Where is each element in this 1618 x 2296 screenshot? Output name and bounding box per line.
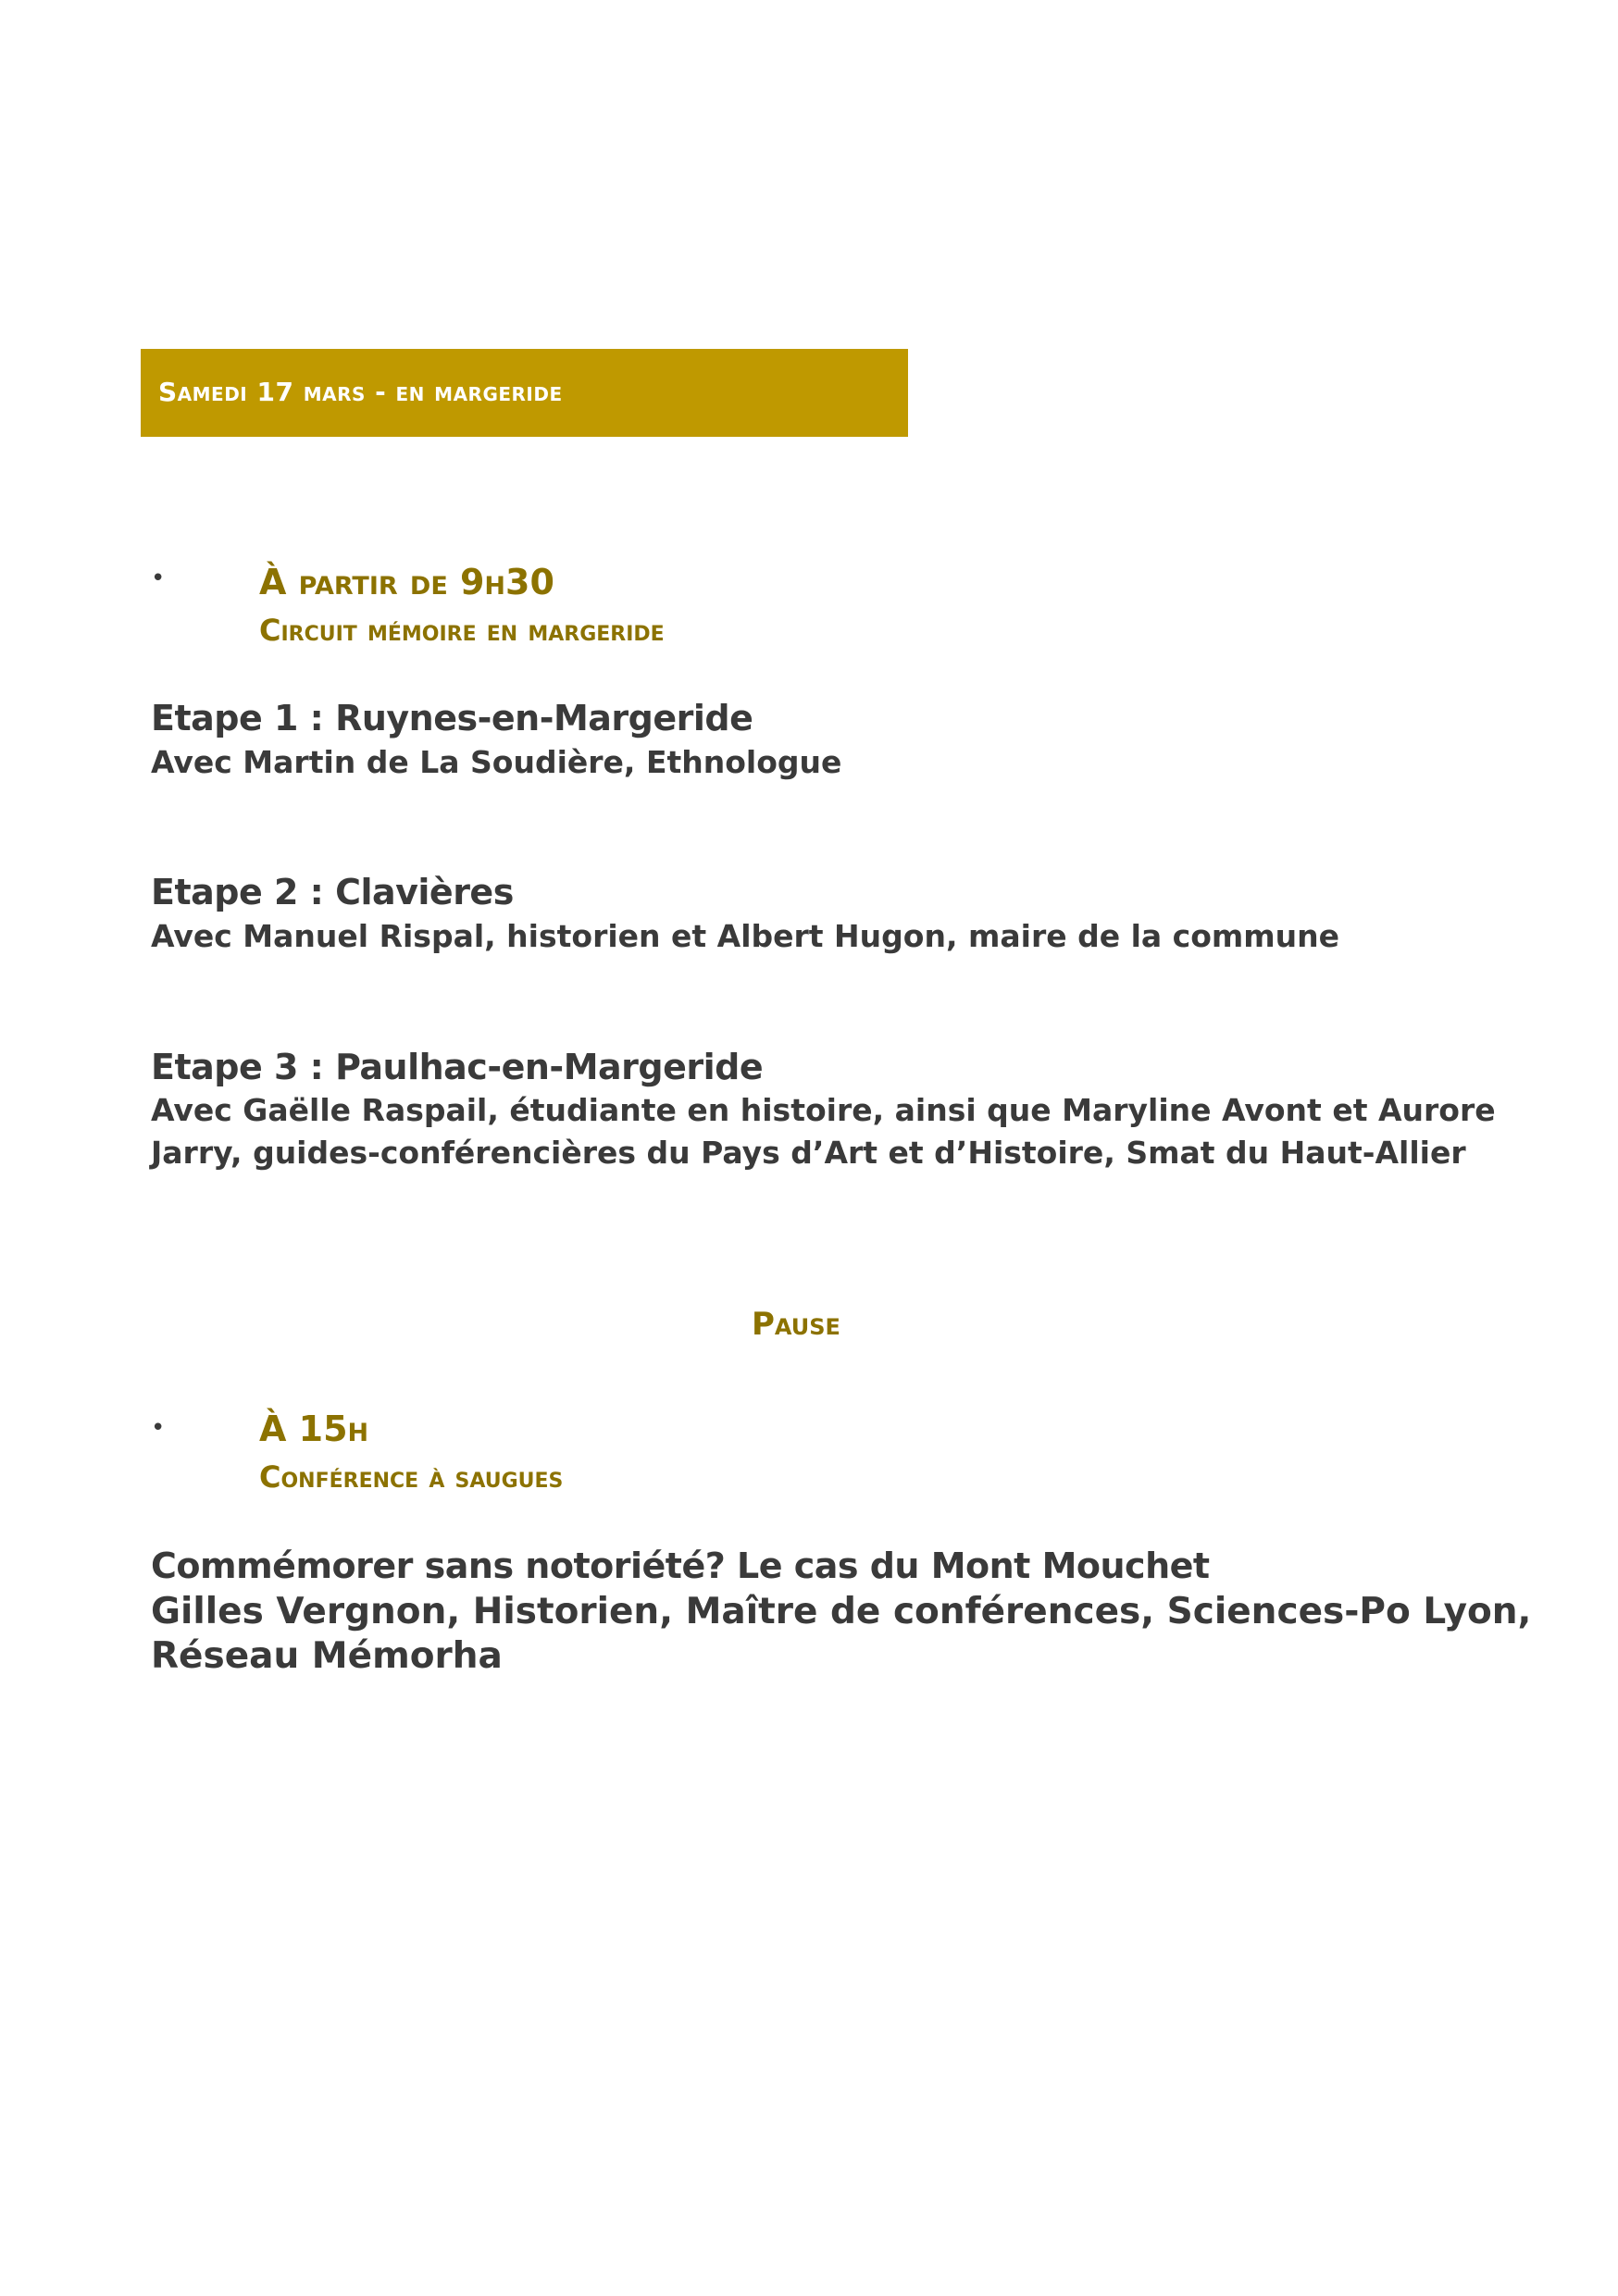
step-3-description-line-1: Avec Gaëlle Raspail, étudiante en histoire, ainsi que Maryline Avont et Aurore [151, 1092, 1496, 1128]
bullet-marker: • [151, 565, 166, 592]
step-2-description: Avec Manuel Rispal, historien et Albert Hugon, maire de la commune [151, 918, 1340, 954]
step-1-title: Etape 1 : Ruynes-en-Margeride [151, 698, 753, 738]
step-2-title: Etape 2 : Clavières [151, 872, 514, 912]
pause-label: Pause [752, 1306, 840, 1343]
session-time: À partir de 9h30 [259, 562, 554, 602]
banner-title: Samedi 17 mars - en margeride [158, 377, 563, 407]
bullet-marker: • [151, 1414, 166, 1442]
date-banner [141, 349, 908, 437]
session-subtitle: Conférence à saugues [259, 1459, 564, 1495]
step-3-title: Etape 3 : Paulhac-en-Margeride [151, 1047, 764, 1087]
step-1-description: Avec Martin de La Soudière, Ethnologue [151, 744, 842, 780]
speaker-line-2: Réseau Mémorha [151, 1635, 503, 1677]
speaker-line-1: Gilles Vergnon, Historien, Maître de conférences, Sciences-Po Lyon, [151, 1591, 1532, 1632]
session-time: À 15h [259, 1409, 369, 1449]
step-3-description-line-2: Jarry, guides-conférencières du Pays d’Art et d’Histoire, Smat du Haut-Allier [151, 1135, 1466, 1171]
talk-title: Commémorer sans notoriété? Le cas du Mont Mouchet [151, 1545, 1210, 1586]
session-subtitle: Circuit mémoire en margeride [259, 613, 665, 648]
